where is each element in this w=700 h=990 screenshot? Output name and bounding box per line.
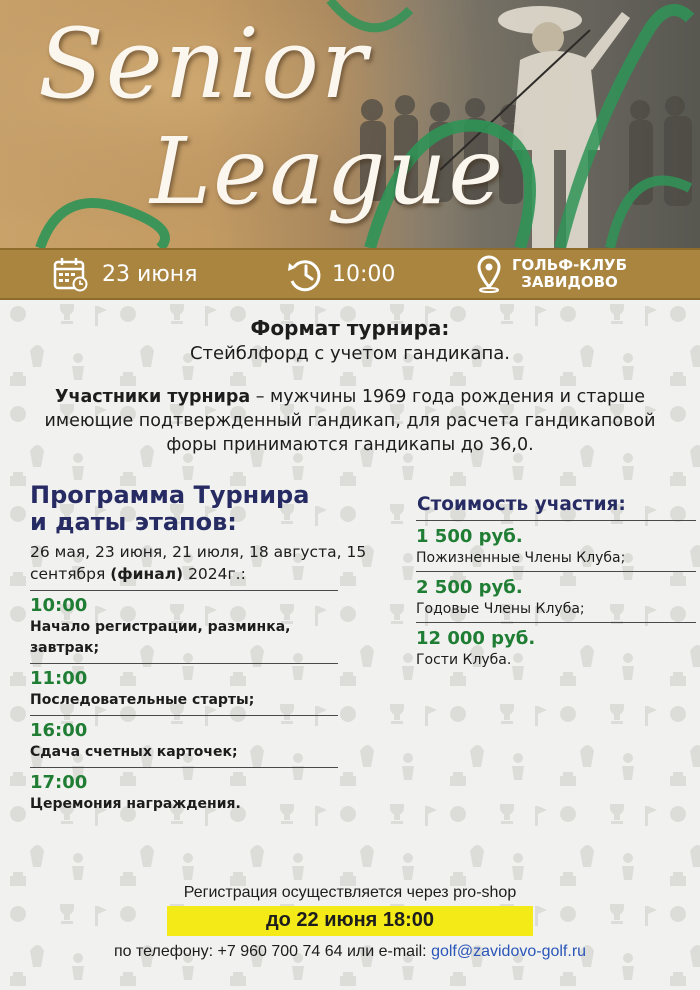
cost-description: Пожизненные Члены Клуба; [416,550,626,566]
cost-heading: Стоимость участия: [417,494,626,515]
program-heading-line-1: Программа Турнира [30,481,310,509]
program-heading [30,482,309,536]
venue-line-1: ГОЛЬФ-КЛУБ [512,256,628,274]
schedule-time: 11:00 [30,668,88,689]
title-senior: Senior [38,8,369,120]
cost-description: Годовые Члены Клуба; [416,601,585,617]
phone-text: по телефону: +7 960 700 74 64 или e-mail: [113,943,432,960]
cost-item [416,622,696,673]
schedule-item [30,767,338,819]
event-date: 23 июня [102,261,198,287]
calendar-icon [52,256,88,292]
stage-dates [30,541,390,585]
stage-dates-list: 26 мая, 23 июня, 21 июля, 18 августа, 15 сентября [30,543,367,583]
info-bar [0,248,700,300]
program-heading-line-2: и даты этапов: [30,508,237,536]
cost-item [416,571,696,622]
schedule-list [30,590,338,819]
schedule-description: Последовательные старты; [30,692,255,708]
schedule-description: Начало регистрации, разминка, завтрак; [30,619,291,656]
location-pin-icon [476,255,502,293]
format-text: Стейблфорд с учетом гандикапа. [189,343,511,364]
contact-line [0,943,700,961]
schedule-description: Сдача счетных карточек; [30,744,238,760]
participants-description: – мужчины 1969 года рождения и старше имеющие подтвержденный гандикап, для расчета гандикаповой форы принимаются гандикапы до 36,0. [44,387,656,455]
cost-description: Гости Клуба. [416,652,512,668]
title-league: League [150,118,505,225]
venue-line-2: ЗАВИДОВО [521,273,618,291]
schedule-description: Церемония награждения. [30,796,241,812]
schedule-time: 10:00 [30,595,88,616]
cost-price: 1 500 руб. [416,526,523,547]
email-link[interactable]: golf@zavidovo-golf.ru [431,943,587,960]
stage-year: 2024г.: [183,565,246,583]
schedule-time: 16:00 [30,720,88,741]
clock-icon [286,255,324,293]
schedule-item [30,663,338,715]
time-info [286,250,395,298]
final-label: (финал) [110,565,184,583]
schedule-item [30,715,338,767]
registration-deadline: до 22 июня 18:00 [265,909,435,931]
venue-info [476,250,627,298]
date-info [52,250,197,298]
event-time: 10:00 [332,261,396,287]
schedule-time: 17:00 [30,772,88,793]
participants-text [30,385,670,457]
cost-price: 2 500 руб. [416,577,523,598]
cost-list [416,520,696,673]
participants-label: Участники турнира [54,387,251,407]
registration-text: Регистрация осуществляется через pro-shop [183,884,517,901]
venue-name [512,257,627,291]
cost-item [416,520,696,571]
format-heading: Формат турнира: [250,316,450,340]
cost-price: 12 000 руб. [416,628,536,649]
hero-banner [0,0,700,248]
schedule-item [30,590,338,663]
